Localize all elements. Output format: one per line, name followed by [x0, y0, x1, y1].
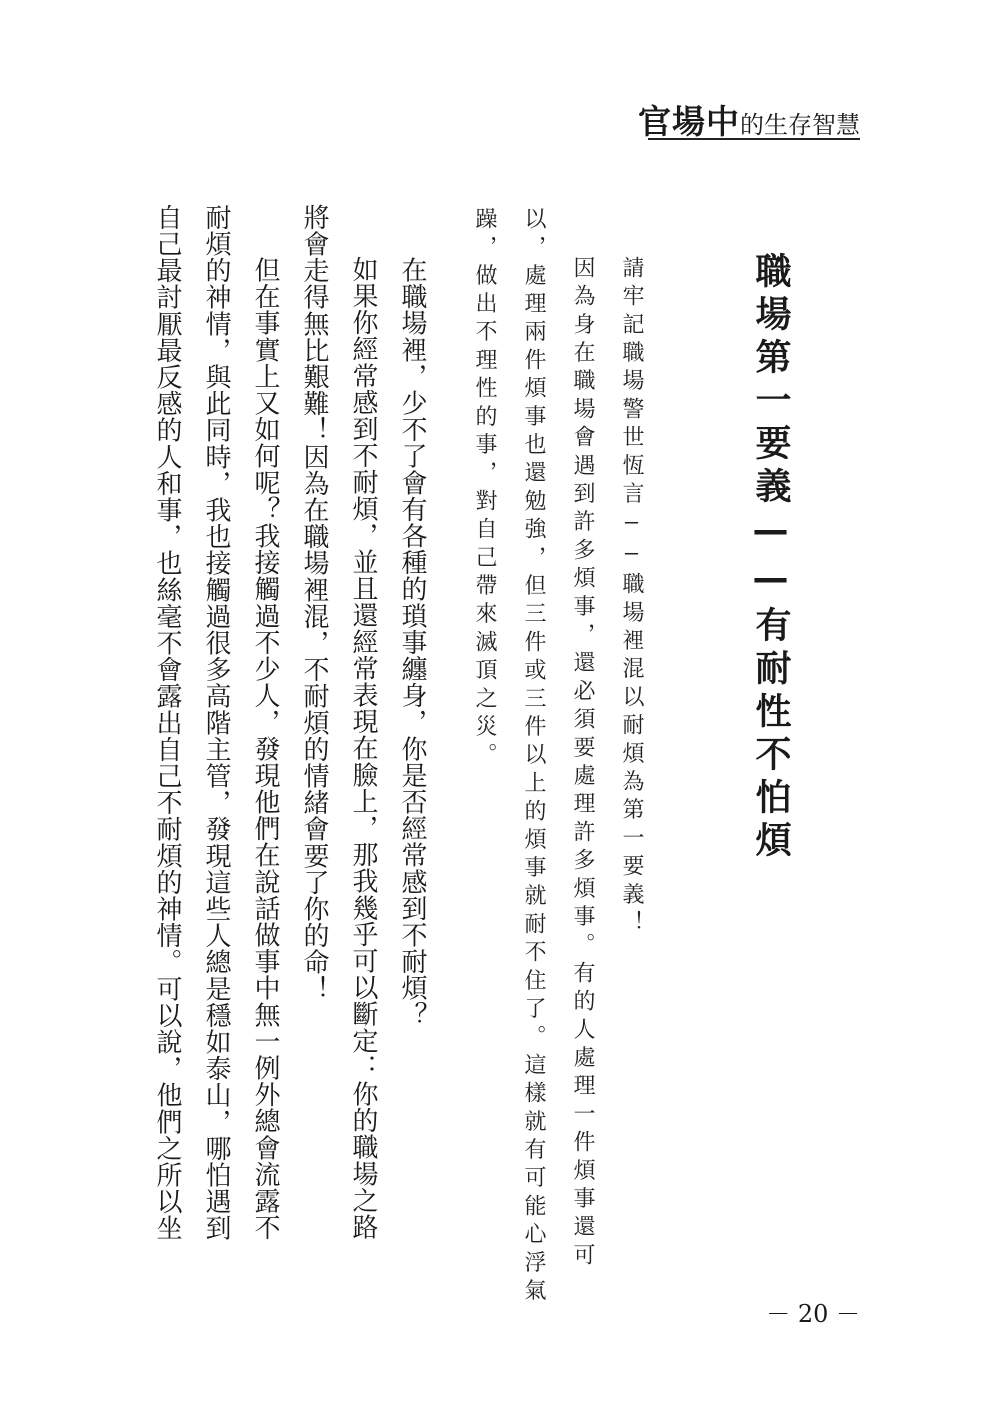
body-line-1: 在職場裡，少不了會有各種的瑣事纏身，你是否經常感到不耐煩？ [397, 230, 427, 1028]
section-title: 職場第一要義——有耐性不怕煩 [750, 252, 791, 864]
body-line-6: 自己最討厭最反感的人和事，也絲毫不會露出自己不耐煩的神情。可以說，他們之所以坐 [152, 204, 182, 1242]
body-line-3: 將會走得無比艱難！因為在職場裡混，不耐煩的情緒會要了你的命！ [299, 204, 329, 1002]
book-title-sub: 的生存智慧 [740, 111, 860, 139]
epigraph-line-1: 請牢記職場警世恆言——職場裡混以耐煩為第一要義！ [619, 256, 644, 939]
book-title-main: 官場中 [638, 102, 740, 141]
body-line-2: 如果你經常感到不耐煩，並且還經常表現在臉上，那我幾乎可以斷定：你的職場之路 [348, 256, 378, 1241]
epigraph-line-2: 因為身在職場會遇到許多煩事，還必須要處理許多煩事。有的人處理一件煩事還可 [570, 256, 595, 1272]
body-line-5: 耐煩的神情，與此同時，我也接觸過很多高階主管，發現這些人總是穩如泰山，哪怕遇到 [201, 204, 231, 1242]
header-rule [648, 138, 860, 140]
page-number: － 20 － [766, 1300, 860, 1328]
epigraph-line-4: 躁，做出不理性的事，對自己帶來滅頂之災。 [472, 207, 497, 771]
running-header [638, 96, 860, 143]
body-line-4: 但在事實上又如何呢？我接觸過不少人，發現他們在說話做事中無一例外總會流露不 [250, 230, 280, 1241]
epigraph-line-3: 以，處理兩件煩事也還勉強，但三件或三件以上的煩事就耐不住了。這樣就有可能心浮氣 [521, 207, 546, 1307]
